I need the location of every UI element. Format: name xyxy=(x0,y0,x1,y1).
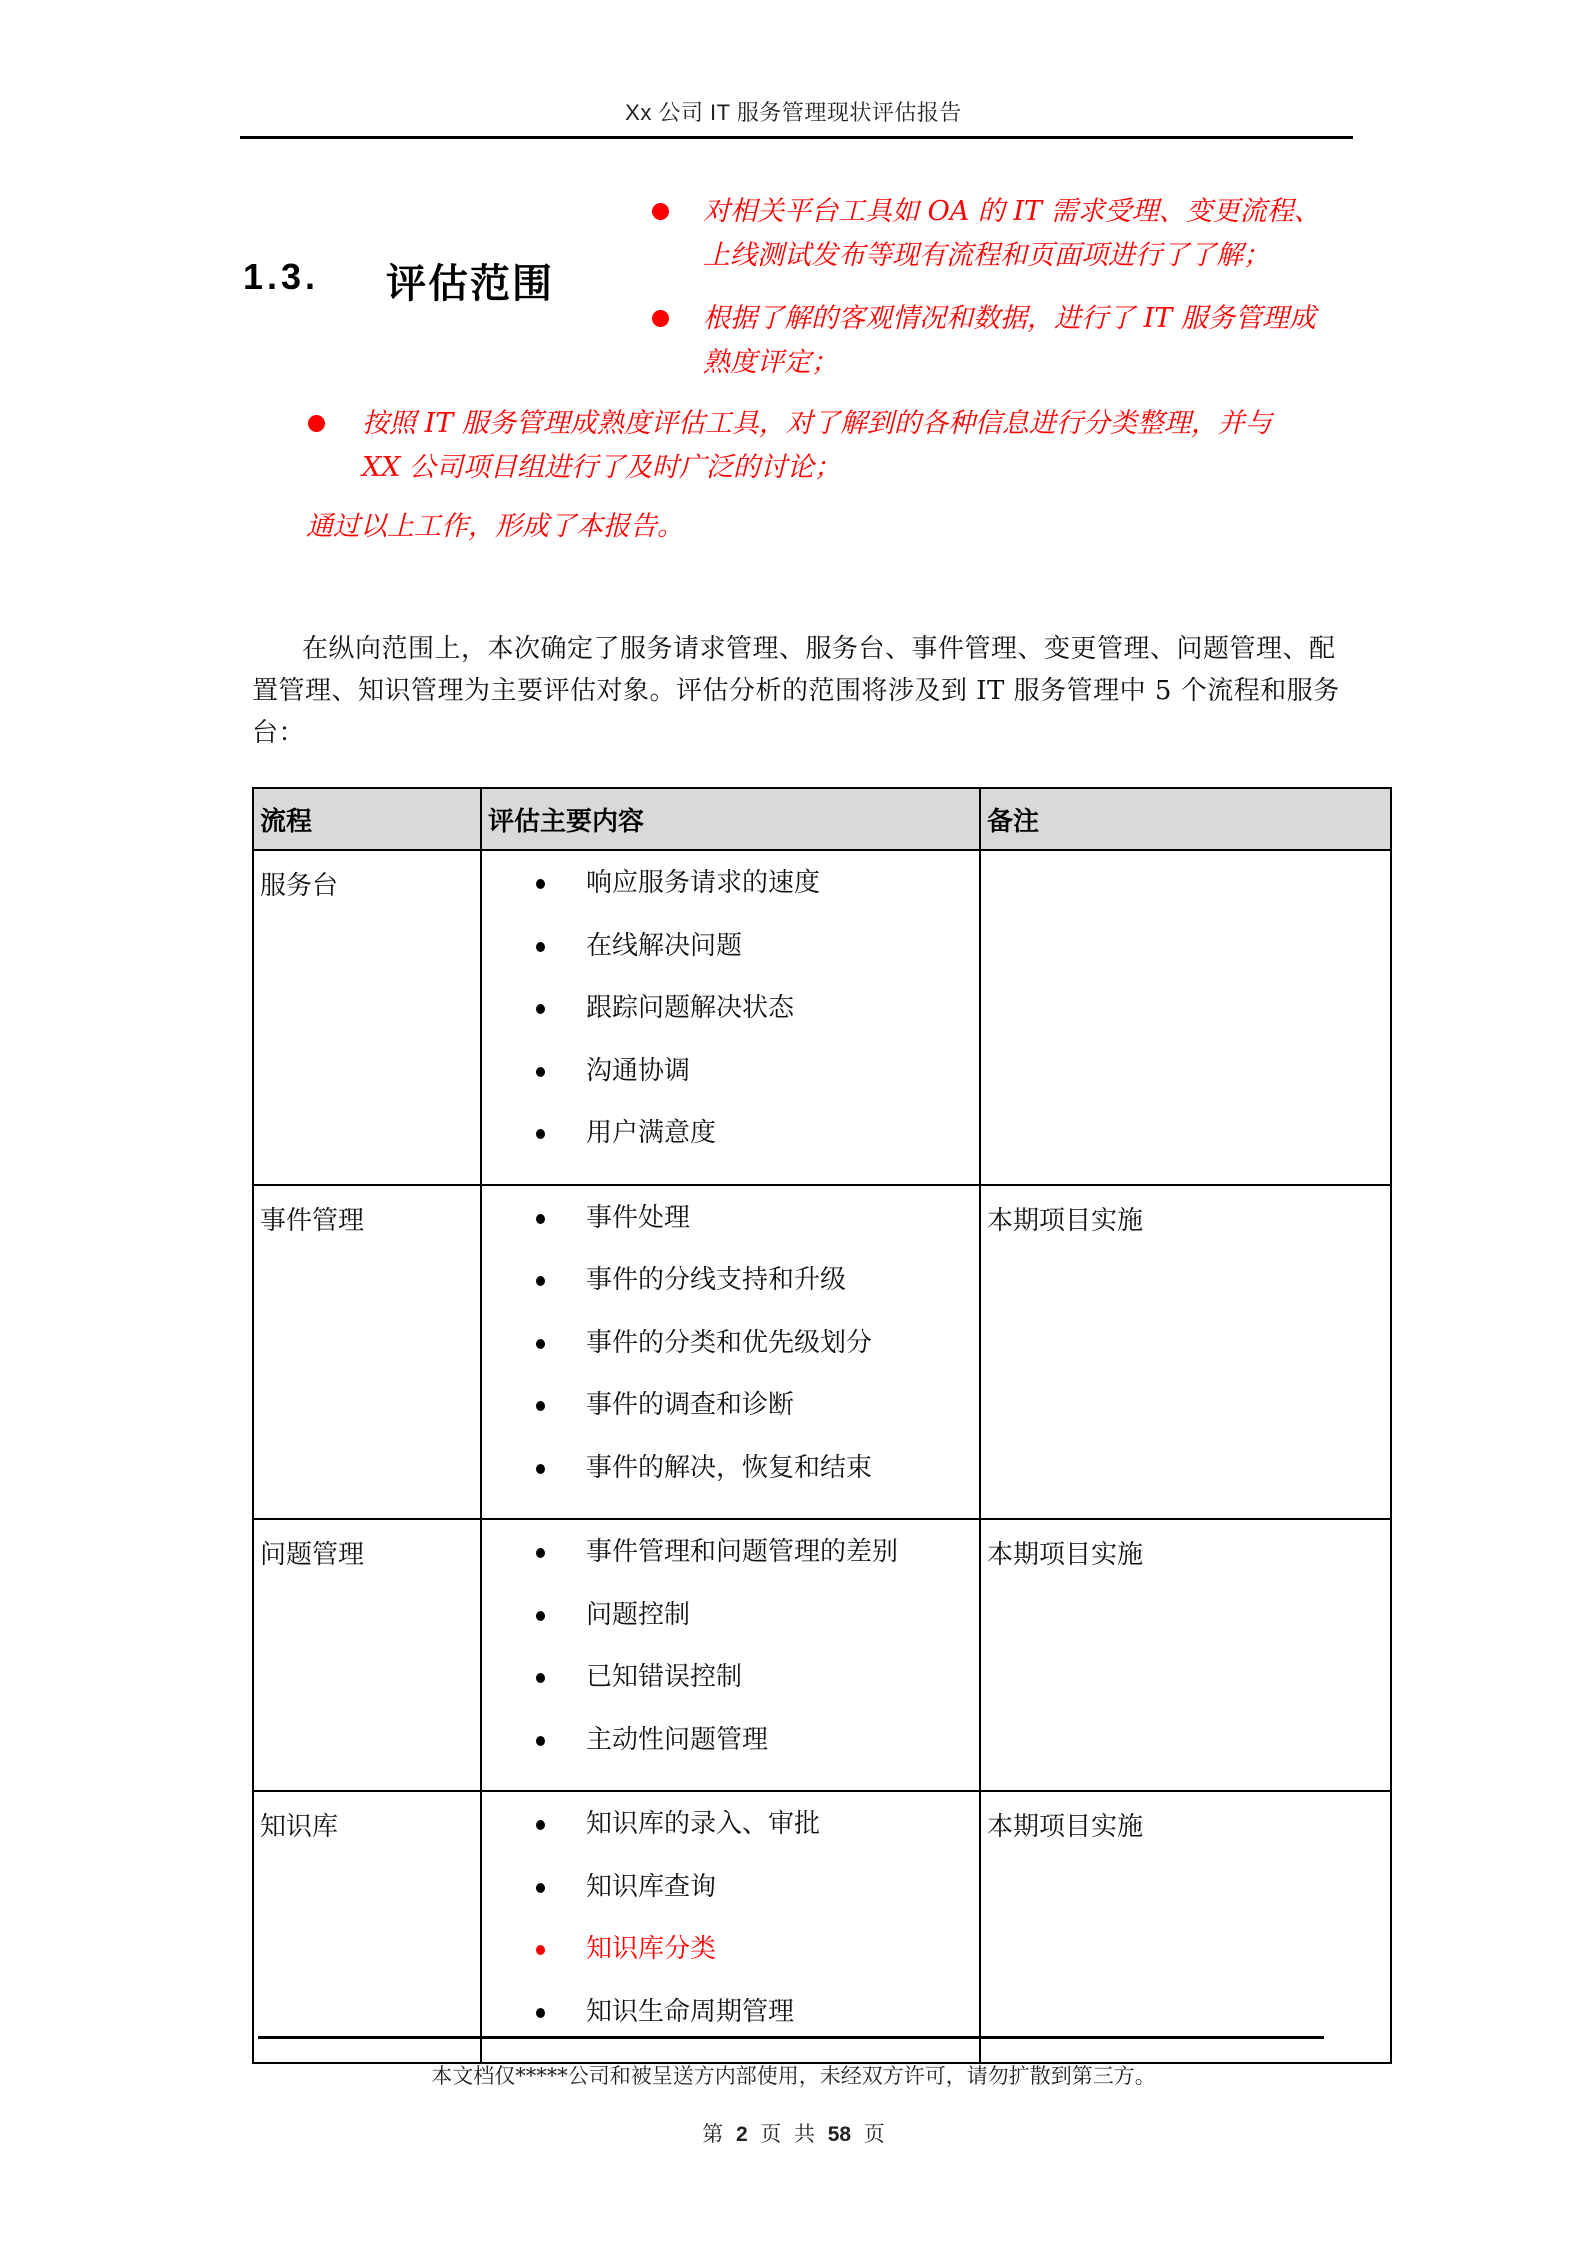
list-item-text: 知识生命周期管理 xyxy=(586,1996,795,2027)
list-item xyxy=(482,1198,979,1261)
red-conclusion: 通过以上工作，形成了本报告。 xyxy=(306,511,684,542)
list-item xyxy=(482,1595,979,1658)
red-bullet-line: 按照 IT 服务管理成熟度评估工具，对了解到的各种信息进行分类整理，并与 xyxy=(362,408,1272,439)
list-item-highlighted xyxy=(482,1929,979,1992)
bullet-icon xyxy=(536,1339,545,1349)
bullet-icon xyxy=(536,1464,545,1474)
list-item-text: 问题控制 xyxy=(586,1599,691,1630)
list-item xyxy=(482,1657,979,1720)
table-row xyxy=(253,1185,1391,1520)
note-cell: 本期项目实施 xyxy=(980,1519,1391,1791)
bullet-icon xyxy=(536,2008,545,2018)
list-item xyxy=(482,1804,979,1867)
list-item-text: 在线解决问题 xyxy=(586,930,743,961)
red-bullet-line: 根据了解的客观情况和数据，进行了 IT 服务管理成 xyxy=(703,303,1316,334)
list-item-text: 事件的分线支持和升级 xyxy=(586,1265,847,1295)
list-item xyxy=(482,1323,979,1386)
list-item xyxy=(482,1867,979,1930)
header-divider xyxy=(240,136,1353,139)
process-cell: 知识库 xyxy=(253,1791,481,2063)
red-bullet-line: XX 公司项目组进行了及时广泛的讨论； xyxy=(362,452,842,483)
bullet-icon xyxy=(536,1548,545,1558)
list-item xyxy=(482,926,979,989)
process-cell: 服务台 xyxy=(253,850,481,1185)
content-list xyxy=(482,1520,979,1790)
red-bullet-item xyxy=(362,402,1272,490)
page-total: 58 xyxy=(827,2123,852,2146)
list-item-text: 知识库的录入、审批 xyxy=(586,1809,821,1839)
red-bullet-line: 上线测试发布等现有流程和页面项进行了了解； xyxy=(703,240,1270,271)
note-cell: 本期项目实施 xyxy=(980,1791,1391,2063)
section-title: 评估范围 xyxy=(386,261,554,307)
list-item xyxy=(482,1051,979,1114)
bullet-icon xyxy=(536,942,545,952)
content-list xyxy=(482,1186,979,1519)
list-item xyxy=(482,1448,979,1511)
table-row xyxy=(253,850,1391,1185)
process-cell: 事件管理 xyxy=(253,1185,481,1520)
bullet-icon xyxy=(536,1736,545,1746)
column-header-note: 备注 xyxy=(980,788,1391,850)
red-bullet-icon xyxy=(652,310,669,327)
list-item-text: 知识库分类 xyxy=(586,1934,717,1964)
bullet-icon xyxy=(536,879,545,889)
document-header-title: Xx 公司 IT 服务管理现状评估报告 xyxy=(625,100,962,125)
red-bullet-icon xyxy=(308,415,325,432)
page-suffix: 页 xyxy=(863,2122,885,2146)
bullet-icon xyxy=(536,1611,545,1621)
process-cell: 问题管理 xyxy=(253,1519,481,1791)
bullet-icon xyxy=(536,1673,545,1683)
page-prefix: 第 xyxy=(702,2122,724,2146)
note-cell xyxy=(980,850,1391,1185)
scope-paragraph: 在纵向范围上，本次确定了服务请求管理、服务台、事件管理、变更管理、问题管理、配置管理、知识管理为主要评估对象。评估分析的范围将涉及到 IT 服务管理中 5 个流程和服务台： xyxy=(252,634,1340,748)
page-mid: 页 共 xyxy=(760,2122,815,2146)
list-item-text: 事件的分类和优先级划分 xyxy=(586,1327,873,1358)
bullet-icon xyxy=(536,1401,545,1411)
list-item xyxy=(482,1260,979,1323)
list-item-text: 已知错误控制 xyxy=(586,1662,743,1692)
bullet-icon xyxy=(536,1067,545,1077)
list-item-text: 用户满意度 xyxy=(586,1118,717,1148)
list-item-text: 主动性问题管理 xyxy=(586,1724,769,1755)
list-item xyxy=(482,1532,979,1595)
bullet-icon xyxy=(536,1276,545,1286)
red-bullet-icon xyxy=(536,1945,545,1955)
content-list xyxy=(482,1792,979,2062)
bullet-icon xyxy=(536,1820,545,1830)
table-row xyxy=(253,1519,1391,1791)
list-item-text: 沟通协调 xyxy=(586,1055,691,1086)
section-number: 1.3. xyxy=(243,256,320,297)
content-cell xyxy=(481,1185,980,1520)
list-item-text: 事件的调查和诊断 xyxy=(586,1390,795,1420)
red-bullet-item xyxy=(703,297,1316,385)
list-item xyxy=(482,988,979,1051)
bullet-icon xyxy=(536,1129,545,1139)
red-bullet-item xyxy=(703,190,1321,278)
content-cell xyxy=(481,1519,980,1791)
scope-table xyxy=(252,787,1392,2064)
note-cell: 本期项目实施 xyxy=(980,1185,1391,1520)
list-item-text: 知识库查询 xyxy=(586,1871,717,1902)
list-item-text: 事件处理 xyxy=(586,1202,691,1233)
list-item-text: 响应服务请求的速度 xyxy=(586,868,821,898)
page-current: 2 xyxy=(735,2123,748,2146)
list-item-text: 事件管理和问题管理的差别 xyxy=(586,1537,899,1567)
red-bullet-icon xyxy=(652,203,669,220)
confidentiality-notice: 本文档仅*****公司和被呈送方内部使用，未经双方许可，请勿扩散到第三方。 xyxy=(431,2064,1156,2088)
footer-divider xyxy=(258,2036,1324,2039)
content-cell xyxy=(481,1791,980,2063)
table-header-row xyxy=(253,788,1391,850)
page-number xyxy=(0,2118,1587,2148)
list-item-text: 事件的解决，恢复和结束 xyxy=(586,1452,873,1483)
list-item xyxy=(482,1385,979,1448)
list-item xyxy=(482,1113,979,1176)
bullet-icon xyxy=(536,1004,545,1014)
column-header-content: 评估主要内容 xyxy=(481,788,980,850)
bullet-icon xyxy=(536,1883,545,1893)
table-row xyxy=(253,1791,1391,2063)
content-cell xyxy=(481,850,980,1185)
bullet-icon xyxy=(536,1214,545,1224)
list-item xyxy=(482,1720,979,1783)
list-item xyxy=(482,863,979,926)
red-bullet-line: 对相关平台工具如 OA 的 IT 需求受理、变更流程、 xyxy=(703,196,1321,227)
column-header-process: 流程 xyxy=(253,788,481,850)
red-bullet-line: 熟度评定； xyxy=(703,347,838,378)
content-list xyxy=(482,851,979,1184)
list-item xyxy=(482,1992,979,2055)
list-item-text: 跟踪问题解决状态 xyxy=(586,993,795,1023)
